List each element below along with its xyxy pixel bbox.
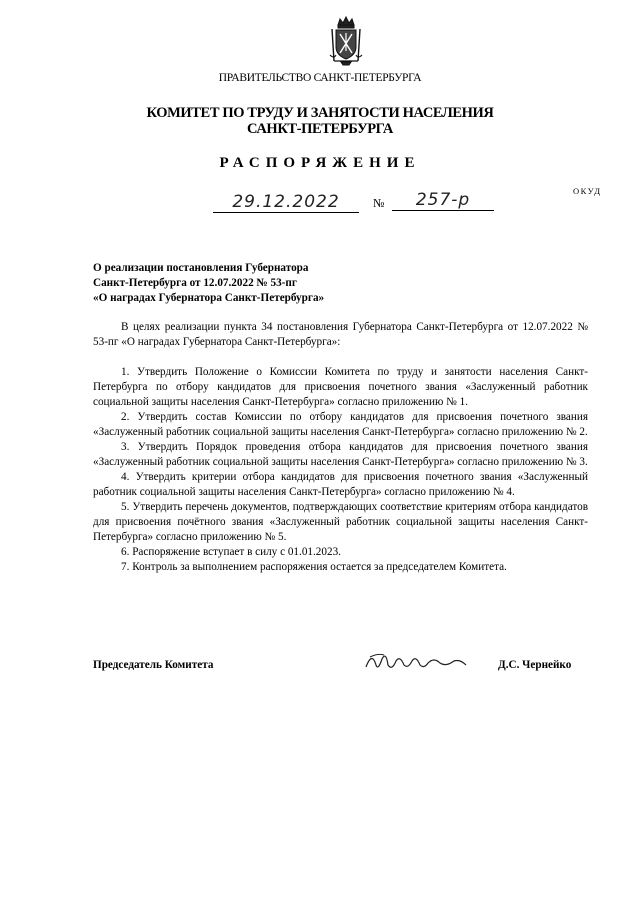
okud-label: ОКУД — [573, 186, 602, 196]
document-number: 257-р — [415, 190, 471, 210]
number-underline — [392, 210, 494, 211]
body-item-7: 7. Контроль за выполнением распоряжения остается за председателем Комитета. — [121, 561, 507, 573]
document-number-field — [392, 190, 494, 211]
body-item-3: 3. Утвердить Порядок проведения отбора кандидатов для присвоения почетного звания «Заслуженный работник социальной защиты населения Санкт-Петербурга» согласно приложению № 3. — [93, 441, 588, 468]
committee-name-line2: САНКТ-ПЕТЕРБУРГА — [247, 121, 393, 137]
number-sign: № — [373, 196, 385, 210]
document-body — [93, 320, 588, 575]
body-intro: В целях реализации пункта 34 постановления Губернатора Санкт-Петербурга от 12.07.2022 № 53-пг «О наградах Губернатора Санкт-Петербурга»: — [93, 321, 588, 348]
document-subject — [93, 261, 413, 306]
body-item-5: 5. Утвердить перечень документов, подтверждающих соответствие критериям отбора кандидатов для присвоения почётного звания «Заслуженный работник социальной защиты населения Санкт-Петербурга» согласно приложению № 5. — [93, 501, 588, 543]
subject-line1: О реализации постановления Губернатора — [93, 262, 309, 274]
body-item-6: 6. Распоряжение вступает в силу с 01.01.2023. — [121, 546, 341, 558]
signatory-title: Председатель Комитета — [93, 659, 214, 671]
government-title: ПРАВИТЕЛЬСТВО САНКТ-ПЕТЕРБУРГА — [218, 72, 422, 84]
subject-line2: Санкт-Петербурга от 12.07.2022 № 53-пг — [93, 277, 297, 289]
document-date-field — [213, 192, 359, 213]
document-date: 29.12.2022 — [232, 192, 340, 212]
committee-name — [0, 105, 640, 137]
spb-coat-of-arms-icon — [326, 15, 366, 67]
handwritten-signature — [362, 645, 474, 675]
date-underline — [213, 212, 359, 213]
document-type: РАСПОРЯЖЕНИЕ — [219, 155, 421, 171]
committee-name-line1: КОМИТЕТ ПО ТРУДУ И ЗАНЯТОСТИ НАСЕЛЕНИЯ — [146, 105, 494, 121]
body-item-4: 4. Утвердить критерии отбора кандидатов для присвоения почетного звания «Заслуженный работник социальной защиты населения Санкт-Петербурга» согласно приложению № 4. — [93, 471, 588, 498]
signatory-name: Д.С. Чернейко — [498, 659, 572, 671]
subject-line3: «О наградах Губернатора Санкт-Петербурга» — [93, 292, 325, 304]
body-item-2: 2. Утвердить состав Комиссии по отбору кандидатов для присвоения почетного звания «Заслуженный работник социальной защиты населения Санкт-Петербурга» согласно приложению № 2. — [93, 411, 588, 438]
body-item-1: 1. Утвердить Положение о Комиссии Комитета по труду и занятости населения Санкт-Петербурга по отбору кандидатов для присвоения почетного звания «Заслуженный работник социальной защиты населения Санкт-Петербурга» согласно приложению № 1. — [93, 366, 588, 408]
